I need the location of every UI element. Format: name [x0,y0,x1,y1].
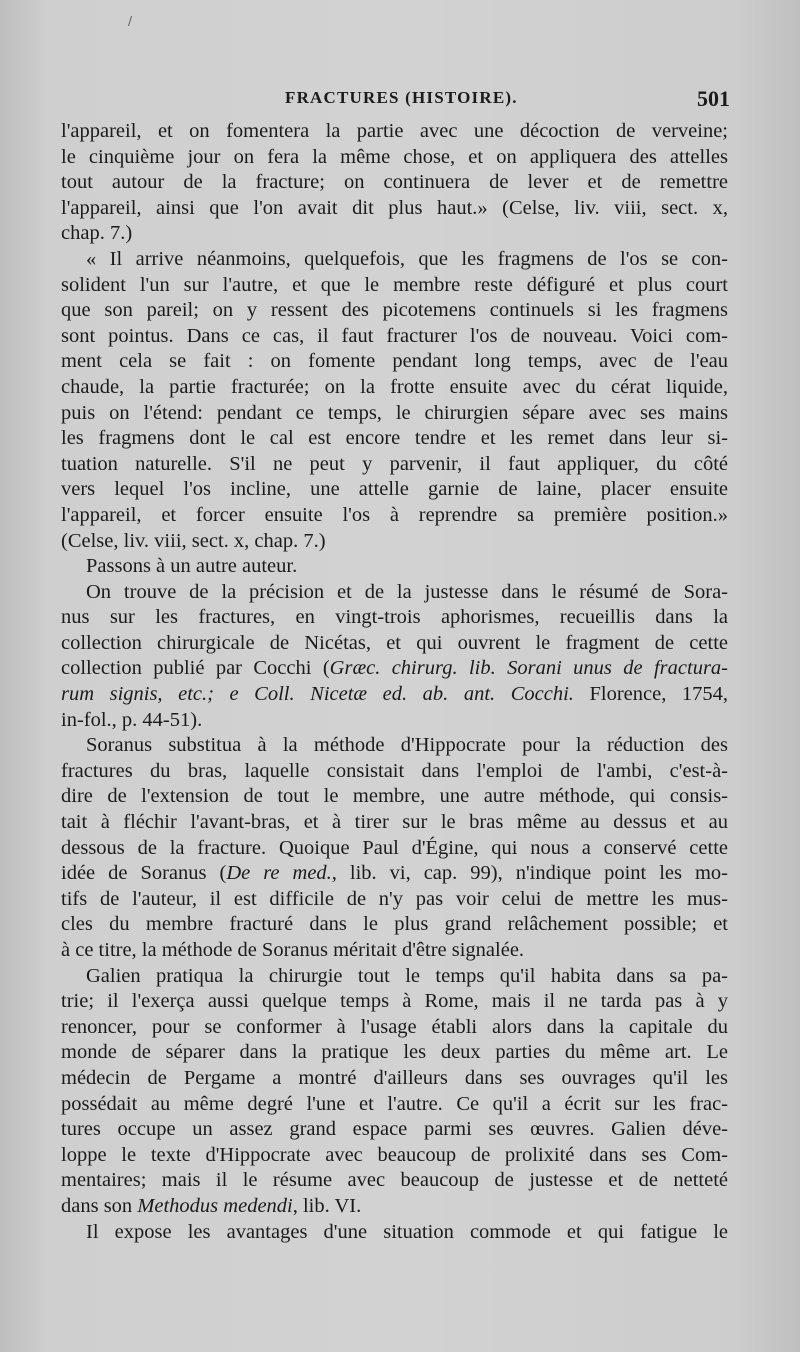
text-run: les fragmens dont le cal est encore tendre et les remet dans leur si- [61,427,728,450]
text-run: trie; il l'exerça aussi quelque temps à Rome, mais il ne tarda pas à y [61,990,728,1013]
text-line [61,298,728,324]
text-line [61,784,728,810]
text-line [61,605,728,631]
text-line [61,759,728,785]
text-line [61,324,728,350]
text-line [61,221,728,247]
text-line [61,1220,728,1246]
text-run: idée de Soranus ( [61,862,227,885]
text-run: tures occupe un assez grand espace parmi ses œuvres. Galien déve- [61,1118,728,1141]
text-line [61,1194,728,1220]
text-run: On trouve de la précision et de la justesse dans le résumé de Sora- [86,580,728,603]
text-run: « Il arrive néanmoins, quelquefois, que les fragmens de l'os se con- [86,247,728,270]
text-run: l'appareil, et on fomentera la partie avec une décoction de verveine; [61,120,728,142]
text-run: l'appareil, et forcer ensuite l'os à reprendre sa première position.» [61,503,728,526]
text-run: à ce titre, la méthode de Soranus méritait d'être signalée. [61,939,525,961]
text-run: médecin de Pergame a montré d'ailleurs dans ses ouvrages qu'il les [61,1066,728,1089]
italic-citation: Græc. chirurg. lib. Sorani unus de fractura- [329,657,728,680]
text-line [61,426,728,452]
text-line [61,529,728,555]
text-line [61,887,728,913]
text-run: possédait au même degré l'une et l'autre. Ce qu'il a écrit sur les frac- [61,1092,728,1115]
text-line [61,861,728,887]
running-title: FRACTURES (HISTOIRE). [285,88,518,107]
text-line [61,170,728,196]
text-run: in-fol., p. 44-51). [61,708,203,731]
text-line [61,810,728,836]
text-line [61,503,728,529]
text-run: mentaires; mais il le résume avec beaucoup de justesse et de netteté [61,1169,728,1192]
text-line [61,836,728,862]
text-run: loppe le texte d'Hippocrate avec beaucoup de prolixité dans ses Com- [61,1143,728,1166]
text-run: Soranus substitua à la méthode d'Hippocrate pour la réduction des [86,734,728,757]
text-run: cles du membre fracturé dans le plus grand relâchement possible; et [61,913,728,936]
text-line [61,247,728,273]
text-run: collection publié par Cocchi ( [61,657,330,680]
text-run: tait à fléchir l'avant-bras, et à tirer sur le bras même au dessus et au [61,811,728,834]
text-run: Florence, 1754, [573,683,728,706]
text-line [61,733,728,759]
italic-citation: rum signis, etc.; e Coll. Nicetæ ed. ab. ant. Cocchi. [61,683,574,706]
text-line [61,989,728,1015]
text-line [61,375,728,401]
text-run: chap. 7.) [61,222,133,245]
text-run: l'appareil, ainsi que l'on avait dit plus haut.» (Celse, liv. viii, sect. x, [61,196,728,219]
text-line [61,964,728,990]
text-run: sont pointus. Dans ce cas, il faut fracturer l'os de nouveau. Voici com- [61,324,728,347]
text-line [61,656,728,682]
text-run: solident l'un sur l'autre, et que le membre reste défiguré et plus court [61,273,728,296]
text-run: chaude, la partie fracturée; on la frotte ensuite avec du cérat liquide, [61,375,728,398]
text-run: Il expose les avantages d'une situation commode et qui fatigue le [86,1220,728,1243]
page-number: 501 [697,86,730,111]
text-line [61,477,728,503]
text-line [61,580,728,606]
text-run: Passons à un autre auteur. [86,555,298,578]
text-run: tout autour de la fracture; on continuera de lever et de remettre [61,171,728,194]
text-line [61,1092,728,1118]
text-line [61,938,728,964]
text-run: le cinquième jour on fera la même chose, et on appliquera des attelles [61,145,728,168]
italic-citation: De re med. [226,862,332,885]
running-head [60,86,730,116]
text-line [61,1066,728,1092]
text-line [61,1117,728,1143]
text-run: tuation naturelle. S'il ne peut y parvenir, il faut appliquer, du côté [61,452,728,475]
text-line [61,452,728,478]
text-run: tifs de l'auteur, il est difficile de n'y pas voir celui de mettre les mus- [61,887,728,910]
text-line [61,631,728,657]
text-line [61,401,728,427]
text-line [61,708,728,734]
text-line [61,196,728,222]
text-run: dessous de la fracture. Quoique Paul d'Égine, qui nous a conservé cette [61,836,728,859]
text-run: que son pareil; on y ressent des picotemens continuels si les fragmens [61,299,728,322]
text-run: Galien pratiqua la chirurgie tout le temps qu'il habita dans sa pa- [86,964,728,987]
text-line [61,554,728,580]
text-run: , lib. vi, cap. 99), n'indique point les mo- [331,862,728,885]
text-line [61,1040,728,1066]
text-run: (Celse, liv. viii, sect. x, chap. 7.) [61,529,326,552]
text-run: renoncer, pour se conformer à l'usage établi alors dans la capitale du [61,1015,728,1038]
text-run: collection chirurgicale de Nicétas, et qui ouvrent le fragment de cette [61,631,728,654]
text-line [61,119,728,145]
text-line [61,273,728,299]
text-run: , lib. VI. [292,1194,362,1217]
text-run: nus sur les fractures, en vingt-trois aphorismes, recueillis dans la [61,606,728,629]
text-line [61,682,728,708]
body-text [61,119,728,1245]
text-run: dire de l'extension de tout le membre, une autre méthode, qui consis- [61,785,728,808]
text-line [61,1143,728,1169]
stray-pen-mark: / [128,14,133,28]
text-run: fractures du bras, laquelle consistait dans l'emploi de l'ambi, c'est-à- [61,759,728,782]
text-line [61,1168,728,1194]
text-run: vers lequel l'os incline, une attelle garnie de laine, placer ensuite [61,478,728,501]
text-run: dans son [61,1194,138,1217]
text-run: ment cela se fait : on fomente pendant long temps, avec de l'eau [61,350,728,373]
text-line [61,145,728,171]
text-line [61,349,728,375]
text-run: puis on l'étend: pendant ce temps, le chirurgien sépare avec ses mains [61,401,728,424]
text-line [61,1015,728,1041]
text-line [61,912,728,938]
text-run: monde de séparer dans la pratique les deux parties du même art. Le [61,1041,728,1064]
italic-citation: Methodus medendi [137,1194,293,1217]
